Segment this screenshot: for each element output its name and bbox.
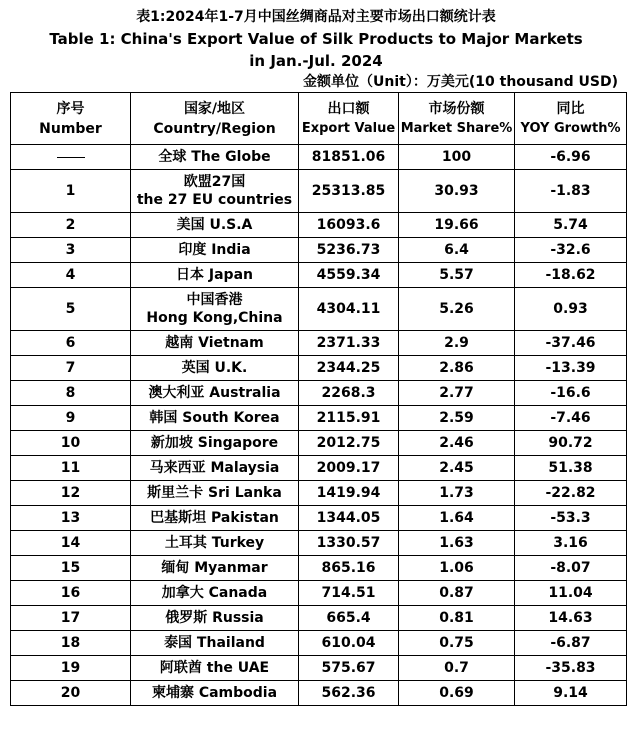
country-line-1: 中国香港 — [186, 292, 243, 308]
row-number-cell: 12 — [11, 481, 131, 506]
row-number-cell: 18 — [11, 631, 131, 656]
title-chinese: 表1:2024年1-7月中国丝绸商品对主要市场出口额统计表 — [136, 9, 496, 25]
country-line-2: the 27 EU countries — [136, 192, 293, 208]
country-cell: 俄罗斯 Russia — [131, 606, 299, 631]
row-number-cell: 3 — [11, 238, 131, 263]
header-share-en: Market Share% — [400, 120, 513, 136]
table-row — [11, 263, 627, 288]
country-cell: 土耳其 Turkey — [131, 531, 299, 556]
country-cell: 美国 U.S.A — [131, 213, 299, 238]
table-row — [11, 238, 627, 263]
country-line-2: Hong Kong,China — [146, 310, 283, 326]
row-number-cell: 8 — [11, 381, 131, 406]
export-value-cell: 665.4 — [299, 606, 399, 631]
market-share-cell: 0.87 — [399, 581, 515, 606]
market-share-cell: 0.81 — [399, 606, 515, 631]
table-row — [11, 631, 627, 656]
export-value-cell: 562.36 — [299, 681, 399, 706]
market-share-cell: 2.59 — [399, 406, 515, 431]
yoy-growth-cell: -6.87 — [515, 631, 627, 656]
yoy-growth-cell: 51.38 — [515, 456, 627, 481]
export-table — [10, 92, 627, 706]
market-share-cell: 1.63 — [399, 531, 515, 556]
title-english-line-1: Table 1: China's Export Value of Silk Products to Major Markets — [49, 30, 583, 48]
header-yoy-zh: 同比 — [556, 100, 585, 117]
market-share-cell: 2.9 — [399, 331, 515, 356]
country-cell: 柬埔寨 Cambodia — [131, 681, 299, 706]
country-cell: 巴基斯坦 Pakistan — [131, 506, 299, 531]
export-value-cell: 25313.85 — [299, 170, 399, 213]
market-share-cell: 2.45 — [399, 456, 515, 481]
row-number-cell: 7 — [11, 356, 131, 381]
yoy-growth-cell: -13.39 — [515, 356, 627, 381]
country-cell: 澳大利亚 Australia — [131, 381, 299, 406]
country-cell: 越南 Vietnam — [131, 331, 299, 356]
yoy-growth-cell: 11.04 — [515, 581, 627, 606]
export-value-cell: 575.67 — [299, 656, 399, 681]
table-body — [11, 145, 627, 706]
table-row — [11, 356, 627, 381]
market-share-cell: 2.77 — [399, 381, 515, 406]
header-value-en: Export Value — [301, 120, 396, 136]
export-value-cell: 4559.34 — [299, 263, 399, 288]
table-row — [11, 213, 627, 238]
country-cell: 新加坡 Singapore — [131, 431, 299, 456]
country-cell: 日本 Japan — [131, 263, 299, 288]
header-market-share — [399, 93, 515, 145]
header-share-zh: 市场份额 — [428, 100, 485, 117]
market-share-cell: 0.69 — [399, 681, 515, 706]
table-row — [11, 656, 627, 681]
market-share-cell: 30.93 — [399, 170, 515, 213]
market-share-cell: 5.26 — [399, 288, 515, 331]
market-share-cell: 6.4 — [399, 238, 515, 263]
row-number-cell: 10 — [11, 431, 131, 456]
export-value-cell: 81851.06 — [299, 145, 399, 170]
yoy-growth-cell: -53.3 — [515, 506, 627, 531]
header-number — [11, 93, 131, 145]
export-value-cell: 610.04 — [299, 631, 399, 656]
yoy-growth-cell: -35.83 — [515, 656, 627, 681]
country-cell: 韩国 South Korea — [131, 406, 299, 431]
table-row — [11, 481, 627, 506]
row-number-cell: 15 — [11, 556, 131, 581]
row-number-cell: 20 — [11, 681, 131, 706]
unit-note: 金额单位（Unit）：万美元(10 thousand USD) — [303, 74, 618, 90]
table-row — [11, 581, 627, 606]
row-number-cell: 6 — [11, 331, 131, 356]
row-number-dash — [11, 145, 131, 170]
dash-rule — [57, 157, 85, 158]
yoy-growth-cell: -7.46 — [515, 406, 627, 431]
yoy-growth-cell: -1.83 — [515, 170, 627, 213]
country-cell: 缅甸 Myanmar — [131, 556, 299, 581]
table-row — [11, 606, 627, 631]
yoy-growth-cell: -37.46 — [515, 331, 627, 356]
row-number-cell: 9 — [11, 406, 131, 431]
export-value-cell: 714.51 — [299, 581, 399, 606]
table-row — [11, 331, 627, 356]
yoy-growth-cell: 9.14 — [515, 681, 627, 706]
export-value-cell: 5236.73 — [299, 238, 399, 263]
row-number-cell: 11 — [11, 456, 131, 481]
export-value-cell: 1419.94 — [299, 481, 399, 506]
table-row — [11, 681, 627, 706]
table-row — [11, 406, 627, 431]
row-number-cell: 13 — [11, 506, 131, 531]
market-share-cell: 1.73 — [399, 481, 515, 506]
row-number-cell: 4 — [11, 263, 131, 288]
yoy-growth-cell: -32.6 — [515, 238, 627, 263]
export-value-cell: 2344.25 — [299, 356, 399, 381]
table-row — [11, 531, 627, 556]
row-number-cell: 5 — [11, 288, 131, 331]
export-value-cell: 865.16 — [299, 556, 399, 581]
row-number-cell: 14 — [11, 531, 131, 556]
header-export-value — [299, 93, 399, 145]
country-cell: 加拿大 Canada — [131, 581, 299, 606]
country-cell: 马来西亚 Malaysia — [131, 456, 299, 481]
country-cell: 斯里兰卡 Sri Lanka — [131, 481, 299, 506]
yoy-growth-cell: 14.63 — [515, 606, 627, 631]
export-value-cell: 2115.91 — [299, 406, 399, 431]
table-row — [11, 288, 627, 331]
yoy-growth-cell: -22.82 — [515, 481, 627, 506]
market-share-cell: 5.57 — [399, 263, 515, 288]
header-number-en: Number — [39, 120, 102, 137]
yoy-growth-cell: -18.62 — [515, 263, 627, 288]
table-row — [11, 381, 627, 406]
export-value-cell: 2268.3 — [299, 381, 399, 406]
country-cell: 印度 India — [131, 238, 299, 263]
market-share-cell: 0.75 — [399, 631, 515, 656]
yoy-growth-cell: 5.74 — [515, 213, 627, 238]
yoy-growth-cell: -6.96 — [515, 145, 627, 170]
header-country — [131, 93, 299, 145]
country-cell: 泰国 Thailand — [131, 631, 299, 656]
export-value-cell: 16093.6 — [299, 213, 399, 238]
yoy-growth-cell: -8.07 — [515, 556, 627, 581]
table-row — [11, 456, 627, 481]
yoy-growth-cell: -16.6 — [515, 381, 627, 406]
yoy-growth-cell: 3.16 — [515, 531, 627, 556]
export-value-cell: 2371.33 — [299, 331, 399, 356]
table-row — [11, 145, 627, 170]
market-share-cell: 1.64 — [399, 506, 515, 531]
market-share-cell: 19.66 — [399, 213, 515, 238]
market-share-cell: 2.86 — [399, 356, 515, 381]
row-number-cell: 2 — [11, 213, 131, 238]
country-cell — [131, 288, 299, 331]
header-number-zh: 序号 — [56, 100, 85, 117]
row-number-cell: 17 — [11, 606, 131, 631]
header-value-zh: 出口额 — [327, 100, 370, 117]
country-cell — [131, 170, 299, 213]
export-value-cell: 2012.75 — [299, 431, 399, 456]
header-yoy-growth — [515, 93, 627, 145]
table-row — [11, 431, 627, 456]
country-cell: 英国 U.K. — [131, 356, 299, 381]
country-cell: 阿联酋 the UAE — [131, 656, 299, 681]
export-value-cell: 2009.17 — [299, 456, 399, 481]
table-row — [11, 506, 627, 531]
yoy-growth-cell: 0.93 — [515, 288, 627, 331]
row-number-cell: 16 — [11, 581, 131, 606]
market-share-cell: 2.46 — [399, 431, 515, 456]
export-value-cell: 1330.57 — [299, 531, 399, 556]
export-value-cell: 4304.11 — [299, 288, 399, 331]
table-row — [11, 556, 627, 581]
country-cell: 全球 The Globe — [131, 145, 299, 170]
header-yoy-en: YOY Growth% — [520, 120, 621, 136]
row-number-cell: 1 — [11, 170, 131, 213]
yoy-growth-cell: 90.72 — [515, 431, 627, 456]
market-share-cell: 1.06 — [399, 556, 515, 581]
row-number-cell: 19 — [11, 656, 131, 681]
header-country-en: Country/Region — [153, 120, 276, 137]
country-line-1: 欧盟27国 — [183, 174, 246, 190]
market-share-cell: 0.7 — [399, 656, 515, 681]
header-country-zh: 国家/地区 — [183, 100, 246, 117]
title-english-line-2: in Jan.-Jul. 2024 — [249, 52, 383, 70]
market-share-cell: 100 — [399, 145, 515, 170]
table-row — [11, 170, 627, 213]
export-value-cell: 1344.05 — [299, 506, 399, 531]
header-row — [11, 93, 627, 145]
